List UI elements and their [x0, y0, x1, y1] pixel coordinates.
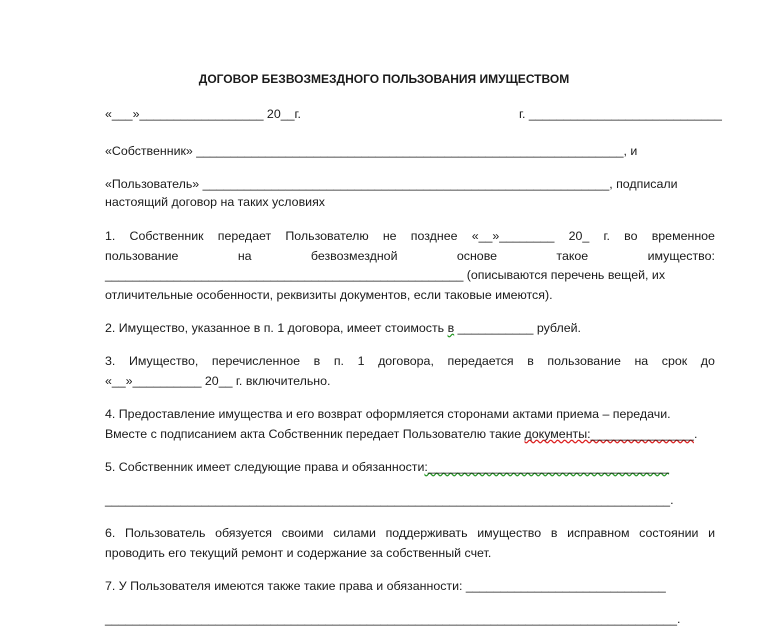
clause-5-line-2: __________________________________________________________________________________. — [105, 493, 674, 507]
user-line-continued: настоящий договор на таких условиях — [105, 195, 325, 209]
clause-3-line-2: «__»__________ 20__ г. включительно. — [105, 374, 331, 388]
clause-1-line-1: 1. Собственник передает Пользователю не позднее «__»________ 20_ г. во временное — [105, 229, 715, 243]
clause-1-line-3: ____________________________________________________ (описываются перечень вещей, их — [105, 268, 666, 282]
clause-5-line-1: 5. Собственник имеет следующие права и обязанности:___________________________________ — [105, 460, 670, 474]
clause-4-line-1: 4. Предоставление имущества и его возврат оформляется сторонами актами приема – передачи. — [105, 407, 671, 421]
grammar-mark: в — [447, 321, 455, 335]
grammar-mark: :___________________________________ — [424, 460, 670, 474]
contract-city: г. ____________________________ — [519, 107, 722, 121]
clause-7-line-2: ___________________________________________________________________________________. — [105, 612, 681, 626]
document-title: ДОГОВОР БЕЗВОЗМЕЗДНОГО ПОЛЬЗОВАНИЯ ИМУЩЕСТВОМ — [198, 72, 570, 86]
clause-4-line-2: Вместе с подписанием акта Собственник передает Пользователю такие документы:_______________. — [105, 427, 698, 441]
owner-line: «Собственник» ______________________________________________________________, и — [105, 144, 638, 158]
clause-1-line-4: отличительные особенности, реквизиты документов, если таковые имеются). — [105, 288, 553, 302]
clause-6-line-1: 6. Пользователь обязуется своими силами поддерживать имущество в исправном состоянии и — [105, 526, 715, 540]
clause-1-line-2: пользование на безвозмездной основе такое имущество: — [105, 249, 715, 263]
user-line: «Пользователь» ___________________________________________________________, подписали — [105, 177, 678, 191]
clause-6-line-2: проводить его текущий ремонт и содержание за собственный счет. — [105, 546, 492, 560]
contract-date: «___»__________________ 20__г. — [105, 107, 301, 121]
clause-3-line-1: 3. Имущество, перечисленное в п. 1 договора, передается в пользование на срок до — [105, 354, 715, 368]
spelling-mark: документы:_______________ — [524, 427, 694, 441]
clause-7-line-1: 7. У Пользователя имеются также такие права и обязанности: _____________________________ — [105, 579, 666, 593]
clause-2: 2. Имущество, указанное в п. 1 договора, имеет стоимость в ___________ рублей. — [105, 321, 581, 335]
